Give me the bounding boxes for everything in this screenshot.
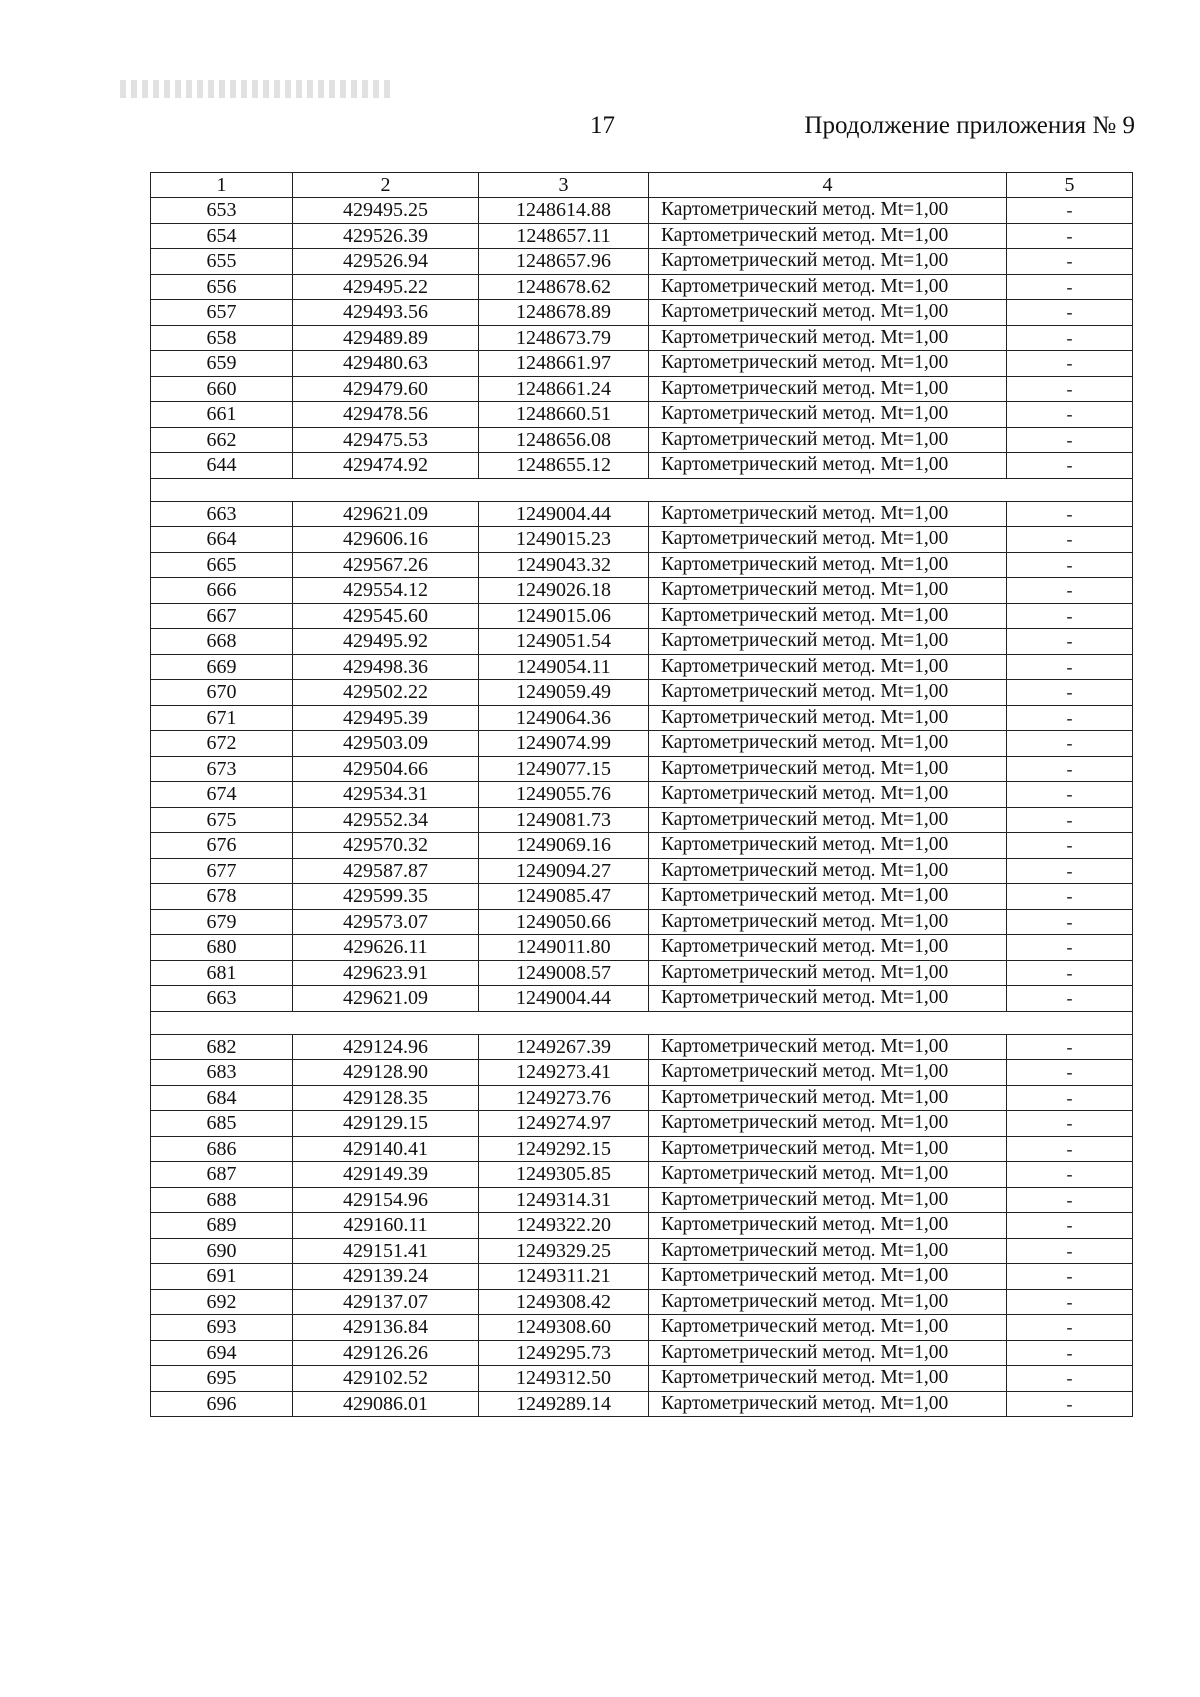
x-coordinate-cell: 429503.09: [293, 731, 479, 757]
point-number-cell: 671: [151, 705, 293, 731]
method-cell: Картометрический метод. Mt=1,00: [649, 731, 1007, 757]
table-row: [151, 680, 1133, 706]
method-cell: Картометрический метод. Mt=1,00: [649, 1111, 1007, 1137]
note-cell: -: [1007, 1162, 1133, 1188]
x-coordinate-cell: 429151.41: [293, 1238, 479, 1264]
method-cell: Картометрический метод. Mt=1,00: [649, 402, 1007, 428]
point-number-cell: 683: [151, 1060, 293, 1086]
x-coordinate-cell: 429474.92: [293, 453, 479, 479]
column-header: 1: [151, 173, 293, 198]
table-row: [151, 427, 1133, 453]
x-coordinate-cell: 429475.53: [293, 427, 479, 453]
table-row: [151, 807, 1133, 833]
method-cell: Картометрический метод. Mt=1,00: [649, 1034, 1007, 1060]
note-cell: -: [1007, 782, 1133, 808]
x-coordinate-cell: 429599.35: [293, 884, 479, 910]
note-cell: -: [1007, 1187, 1133, 1213]
table-row: [151, 1366, 1133, 1392]
table-row: [151, 351, 1133, 377]
separator-cell: [151, 478, 1133, 501]
column-header: 3: [479, 173, 649, 198]
y-coordinate-cell: 1249004.44: [479, 501, 649, 527]
x-coordinate-cell: 429545.60: [293, 603, 479, 629]
x-coordinate-cell: 429554.12: [293, 578, 479, 604]
y-coordinate-cell: 1249069.16: [479, 833, 649, 859]
y-coordinate-cell: 1249273.41: [479, 1060, 649, 1086]
point-number-cell: 676: [151, 833, 293, 859]
note-cell: -: [1007, 756, 1133, 782]
x-coordinate-cell: 429534.31: [293, 782, 479, 808]
x-coordinate-cell: 429573.07: [293, 909, 479, 935]
y-coordinate-cell: 1249074.99: [479, 731, 649, 757]
page-number: 17: [590, 112, 615, 139]
note-cell: -: [1007, 935, 1133, 961]
y-coordinate-cell: 1249043.32: [479, 552, 649, 578]
y-coordinate-cell: 1248614.88: [479, 198, 649, 224]
x-coordinate-cell: 429621.09: [293, 986, 479, 1012]
note-cell: -: [1007, 654, 1133, 680]
point-number-cell: 667: [151, 603, 293, 629]
method-cell: Картометрический метод. Mt=1,00: [649, 654, 1007, 680]
table-row: [151, 654, 1133, 680]
y-coordinate-cell: 1249026.18: [479, 578, 649, 604]
method-cell: Картометрический метод. Mt=1,00: [649, 858, 1007, 884]
note-cell: -: [1007, 223, 1133, 249]
scan-noise-mark: [120, 80, 390, 98]
y-coordinate-cell: 1249004.44: [479, 986, 649, 1012]
note-cell: -: [1007, 1315, 1133, 1341]
method-cell: Картометрический метод. Mt=1,00: [649, 1340, 1007, 1366]
y-coordinate-cell: 1249267.39: [479, 1034, 649, 1060]
point-number-cell: 665: [151, 552, 293, 578]
point-number-cell: 654: [151, 223, 293, 249]
table-row: [151, 1060, 1133, 1086]
note-cell: -: [1007, 1238, 1133, 1264]
separator-cell: [151, 1011, 1133, 1034]
x-coordinate-cell: 429478.56: [293, 402, 479, 428]
table-row: [151, 501, 1133, 527]
table-row: [151, 909, 1133, 935]
table-row: [151, 325, 1133, 351]
point-number-cell: 684: [151, 1085, 293, 1111]
note-cell: -: [1007, 1340, 1133, 1366]
y-coordinate-cell: 1248661.97: [479, 351, 649, 377]
x-coordinate-cell: 429154.96: [293, 1187, 479, 1213]
method-cell: Картометрический метод. Mt=1,00: [649, 705, 1007, 731]
y-coordinate-cell: 1249094.27: [479, 858, 649, 884]
point-number-cell: 685: [151, 1111, 293, 1137]
x-coordinate-cell: 429552.34: [293, 807, 479, 833]
coordinates-table: [150, 172, 1133, 1417]
point-number-cell: 695: [151, 1366, 293, 1392]
x-coordinate-cell: 429498.36: [293, 654, 479, 680]
point-number-cell: 664: [151, 527, 293, 553]
x-coordinate-cell: 429621.09: [293, 501, 479, 527]
point-number-cell: 655: [151, 249, 293, 275]
y-coordinate-cell: 1249011.80: [479, 935, 649, 961]
point-number-cell: 679: [151, 909, 293, 935]
y-coordinate-cell: 1249308.60: [479, 1315, 649, 1341]
table-row: [151, 705, 1133, 731]
table-row: [151, 782, 1133, 808]
point-number-cell: 692: [151, 1289, 293, 1315]
method-cell: Картометрический метод. Mt=1,00: [649, 1162, 1007, 1188]
table-row: [151, 376, 1133, 402]
table-row: [151, 274, 1133, 300]
point-number-cell: 675: [151, 807, 293, 833]
x-coordinate-cell: 429489.89: [293, 325, 479, 351]
note-cell: -: [1007, 1366, 1133, 1392]
method-cell: Картометрический метод. Mt=1,00: [649, 1085, 1007, 1111]
x-coordinate-cell: 429479.60: [293, 376, 479, 402]
note-cell: -: [1007, 1060, 1133, 1086]
table-row: [151, 453, 1133, 479]
table-row: [151, 756, 1133, 782]
block-separator-row: [151, 1011, 1133, 1034]
x-coordinate-cell: 429126.26: [293, 1340, 479, 1366]
x-coordinate-cell: 429493.56: [293, 300, 479, 326]
table-row: [151, 1315, 1133, 1341]
note-cell: -: [1007, 986, 1133, 1012]
table-row: [151, 223, 1133, 249]
table-row: [151, 1264, 1133, 1290]
point-number-cell: 690: [151, 1238, 293, 1264]
y-coordinate-cell: 1248657.11: [479, 223, 649, 249]
method-cell: Картометрический метод. Mt=1,00: [649, 1060, 1007, 1086]
y-coordinate-cell: 1248657.96: [479, 249, 649, 275]
method-cell: Картометрический метод. Mt=1,00: [649, 351, 1007, 377]
point-number-cell: 673: [151, 756, 293, 782]
y-coordinate-cell: 1249311.21: [479, 1264, 649, 1290]
method-cell: Картометрический метод. Mt=1,00: [649, 909, 1007, 935]
table-row: [151, 960, 1133, 986]
note-cell: -: [1007, 376, 1133, 402]
note-cell: -: [1007, 909, 1133, 935]
note-cell: -: [1007, 1111, 1133, 1137]
table-row: [151, 833, 1133, 859]
note-cell: -: [1007, 1391, 1133, 1417]
method-cell: Картометрический метод. Mt=1,00: [649, 249, 1007, 275]
y-coordinate-cell: 1249077.15: [479, 756, 649, 782]
block-separator-row: [151, 478, 1133, 501]
x-coordinate-cell: 429128.90: [293, 1060, 479, 1086]
note-cell: -: [1007, 453, 1133, 479]
y-coordinate-cell: 1248656.08: [479, 427, 649, 453]
y-coordinate-cell: 1249289.14: [479, 1391, 649, 1417]
y-coordinate-cell: 1249008.57: [479, 960, 649, 986]
table-row: [151, 300, 1133, 326]
point-number-cell: 659: [151, 351, 293, 377]
table-row: [151, 1289, 1133, 1315]
method-cell: Картометрический метод. Mt=1,00: [649, 960, 1007, 986]
point-number-cell: 686: [151, 1136, 293, 1162]
method-cell: Картометрический метод. Mt=1,00: [649, 501, 1007, 527]
table-row: [151, 249, 1133, 275]
x-coordinate-cell: 429140.41: [293, 1136, 479, 1162]
note-cell: -: [1007, 629, 1133, 655]
note-cell: -: [1007, 680, 1133, 706]
point-number-cell: 680: [151, 935, 293, 961]
note-cell: -: [1007, 578, 1133, 604]
note-cell: -: [1007, 603, 1133, 629]
column-header: 5: [1007, 173, 1133, 198]
method-cell: Картометрический метод. Mt=1,00: [649, 782, 1007, 808]
note-cell: -: [1007, 858, 1133, 884]
note-cell: -: [1007, 249, 1133, 275]
y-coordinate-cell: 1249314.31: [479, 1187, 649, 1213]
method-cell: Картометрический метод. Mt=1,00: [649, 629, 1007, 655]
table-row: [151, 1111, 1133, 1137]
x-coordinate-cell: 429502.22: [293, 680, 479, 706]
point-number-cell: 693: [151, 1315, 293, 1341]
y-coordinate-cell: 1249308.42: [479, 1289, 649, 1315]
point-number-cell: 689: [151, 1213, 293, 1239]
x-coordinate-cell: 429086.01: [293, 1391, 479, 1417]
x-coordinate-cell: 429495.22: [293, 274, 479, 300]
y-coordinate-cell: 1249273.76: [479, 1085, 649, 1111]
point-number-cell: 663: [151, 501, 293, 527]
y-coordinate-cell: 1249015.23: [479, 527, 649, 553]
y-coordinate-cell: 1249274.97: [479, 1111, 649, 1137]
note-cell: -: [1007, 884, 1133, 910]
y-coordinate-cell: 1249051.54: [479, 629, 649, 655]
method-cell: Картометрический метод. Mt=1,00: [649, 935, 1007, 961]
method-cell: Картометрический метод. Mt=1,00: [649, 453, 1007, 479]
note-cell: -: [1007, 501, 1133, 527]
table-row: [151, 1213, 1133, 1239]
method-cell: Картометрический метод. Mt=1,00: [649, 1391, 1007, 1417]
method-cell: Картометрический метод. Mt=1,00: [649, 1264, 1007, 1290]
note-cell: -: [1007, 351, 1133, 377]
method-cell: Картометрический метод. Mt=1,00: [649, 578, 1007, 604]
x-coordinate-cell: 429526.94: [293, 249, 479, 275]
note-cell: -: [1007, 300, 1133, 326]
x-coordinate-cell: 429102.52: [293, 1366, 479, 1392]
method-cell: Картометрический метод. Mt=1,00: [649, 603, 1007, 629]
column-header: 4: [649, 173, 1007, 198]
table-row: [151, 198, 1133, 224]
table-row: [151, 552, 1133, 578]
table-row: [151, 858, 1133, 884]
y-coordinate-cell: 1249050.66: [479, 909, 649, 935]
point-number-cell: 668: [151, 629, 293, 655]
note-cell: -: [1007, 833, 1133, 859]
table-row: [151, 986, 1133, 1012]
table-row: [151, 1034, 1133, 1060]
method-cell: Картометрический метод. Mt=1,00: [649, 527, 1007, 553]
y-coordinate-cell: 1249054.11: [479, 654, 649, 680]
y-coordinate-cell: 1248655.12: [479, 453, 649, 479]
note-cell: -: [1007, 527, 1133, 553]
x-coordinate-cell: 429626.11: [293, 935, 479, 961]
y-coordinate-cell: 1249295.73: [479, 1340, 649, 1366]
x-coordinate-cell: 429137.07: [293, 1289, 479, 1315]
point-number-cell: 691: [151, 1264, 293, 1290]
x-coordinate-cell: 429124.96: [293, 1034, 479, 1060]
table-row: [151, 1391, 1133, 1417]
note-cell: -: [1007, 325, 1133, 351]
table-row: [151, 1238, 1133, 1264]
point-number-cell: 678: [151, 884, 293, 910]
point-number-cell: 677: [151, 858, 293, 884]
point-number-cell: 661: [151, 402, 293, 428]
y-coordinate-cell: 1248678.62: [479, 274, 649, 300]
point-number-cell: 663: [151, 986, 293, 1012]
x-coordinate-cell: 429526.39: [293, 223, 479, 249]
table-row: [151, 1340, 1133, 1366]
y-coordinate-cell: 1249305.85: [479, 1162, 649, 1188]
method-cell: Картометрический метод. Mt=1,00: [649, 756, 1007, 782]
point-number-cell: 681: [151, 960, 293, 986]
y-coordinate-cell: 1249059.49: [479, 680, 649, 706]
point-number-cell: 666: [151, 578, 293, 604]
x-coordinate-cell: 429129.15: [293, 1111, 479, 1137]
point-number-cell: 688: [151, 1187, 293, 1213]
method-cell: Картометрический метод. Mt=1,00: [649, 1213, 1007, 1239]
x-coordinate-cell: 429567.26: [293, 552, 479, 578]
x-coordinate-cell: 429606.16: [293, 527, 479, 553]
point-number-cell: 656: [151, 274, 293, 300]
y-coordinate-cell: 1249322.20: [479, 1213, 649, 1239]
table-row: [151, 1085, 1133, 1111]
point-number-cell: 662: [151, 427, 293, 453]
x-coordinate-cell: 429136.84: [293, 1315, 479, 1341]
table-body: [151, 198, 1133, 1417]
x-coordinate-cell: 429139.24: [293, 1264, 479, 1290]
table-row: [151, 935, 1133, 961]
x-coordinate-cell: 429128.35: [293, 1085, 479, 1111]
note-cell: -: [1007, 705, 1133, 731]
y-coordinate-cell: 1249312.50: [479, 1366, 649, 1392]
point-number-cell: 696: [151, 1391, 293, 1417]
x-coordinate-cell: 429587.87: [293, 858, 479, 884]
note-cell: -: [1007, 1289, 1133, 1315]
note-cell: -: [1007, 274, 1133, 300]
method-cell: Картометрический метод. Mt=1,00: [649, 274, 1007, 300]
x-coordinate-cell: 429149.39: [293, 1162, 479, 1188]
method-cell: Картометрический метод. Mt=1,00: [649, 1136, 1007, 1162]
method-cell: Картометрический метод. Mt=1,00: [649, 986, 1007, 1012]
x-coordinate-cell: 429495.92: [293, 629, 479, 655]
point-number-cell: 657: [151, 300, 293, 326]
x-coordinate-cell: 429495.39: [293, 705, 479, 731]
y-coordinate-cell: 1248660.51: [479, 402, 649, 428]
column-header: 2: [293, 173, 479, 198]
y-coordinate-cell: 1249085.47: [479, 884, 649, 910]
table-row: [151, 1187, 1133, 1213]
method-cell: Картометрический метод. Mt=1,00: [649, 680, 1007, 706]
note-cell: -: [1007, 1136, 1133, 1162]
y-coordinate-cell: 1249055.76: [479, 782, 649, 808]
y-coordinate-cell: 1248661.24: [479, 376, 649, 402]
point-number-cell: 658: [151, 325, 293, 351]
method-cell: Картометрический метод. Mt=1,00: [649, 1238, 1007, 1264]
table-row: [151, 1136, 1133, 1162]
point-number-cell: 694: [151, 1340, 293, 1366]
y-coordinate-cell: 1249015.06: [479, 603, 649, 629]
x-coordinate-cell: 429623.91: [293, 960, 479, 986]
note-cell: -: [1007, 552, 1133, 578]
table-row: [151, 731, 1133, 757]
table-header-row: [151, 173, 1133, 198]
page-title: Продолжение приложения № 9: [804, 112, 1135, 139]
note-cell: -: [1007, 198, 1133, 224]
method-cell: Картометрический метод. Mt=1,00: [649, 1289, 1007, 1315]
method-cell: Картометрический метод. Mt=1,00: [649, 376, 1007, 402]
table-row: [151, 1162, 1133, 1188]
method-cell: Картометрический метод. Mt=1,00: [649, 300, 1007, 326]
note-cell: -: [1007, 807, 1133, 833]
y-coordinate-cell: 1249064.36: [479, 705, 649, 731]
y-coordinate-cell: 1249329.25: [479, 1238, 649, 1264]
method-cell: Картометрический метод. Mt=1,00: [649, 807, 1007, 833]
x-coordinate-cell: 429160.11: [293, 1213, 479, 1239]
point-number-cell: 660: [151, 376, 293, 402]
note-cell: -: [1007, 402, 1133, 428]
method-cell: Картометрический метод. Mt=1,00: [649, 833, 1007, 859]
point-number-cell: 644: [151, 453, 293, 479]
point-number-cell: 682: [151, 1034, 293, 1060]
x-coordinate-cell: 429504.66: [293, 756, 479, 782]
x-coordinate-cell: 429495.25: [293, 198, 479, 224]
method-cell: Картометрический метод. Mt=1,00: [649, 884, 1007, 910]
y-coordinate-cell: 1249292.15: [479, 1136, 649, 1162]
y-coordinate-cell: 1248673.79: [479, 325, 649, 351]
method-cell: Картометрический метод. Mt=1,00: [649, 427, 1007, 453]
point-number-cell: 653: [151, 198, 293, 224]
table-row: [151, 603, 1133, 629]
note-cell: -: [1007, 1213, 1133, 1239]
y-coordinate-cell: 1249081.73: [479, 807, 649, 833]
method-cell: Картометрический метод. Mt=1,00: [649, 552, 1007, 578]
point-number-cell: 674: [151, 782, 293, 808]
point-number-cell: 672: [151, 731, 293, 757]
note-cell: -: [1007, 1264, 1133, 1290]
note-cell: -: [1007, 960, 1133, 986]
table-row: [151, 402, 1133, 428]
method-cell: Картометрический метод. Mt=1,00: [649, 1315, 1007, 1341]
table-row: [151, 884, 1133, 910]
point-number-cell: 669: [151, 654, 293, 680]
method-cell: Картометрический метод. Mt=1,00: [649, 1187, 1007, 1213]
y-coordinate-cell: 1248678.89: [479, 300, 649, 326]
method-cell: Картометрический метод. Mt=1,00: [649, 1366, 1007, 1392]
table-row: [151, 578, 1133, 604]
method-cell: Картометрический метод. Mt=1,00: [649, 223, 1007, 249]
method-cell: Картометрический метод. Mt=1,00: [649, 325, 1007, 351]
table-row: [151, 629, 1133, 655]
note-cell: -: [1007, 1085, 1133, 1111]
note-cell: -: [1007, 1034, 1133, 1060]
table-row: [151, 527, 1133, 553]
note-cell: -: [1007, 731, 1133, 757]
method-cell: Картометрический метод. Mt=1,00: [649, 198, 1007, 224]
x-coordinate-cell: 429570.32: [293, 833, 479, 859]
point-number-cell: 670: [151, 680, 293, 706]
x-coordinate-cell: 429480.63: [293, 351, 479, 377]
point-number-cell: 687: [151, 1162, 293, 1188]
note-cell: -: [1007, 427, 1133, 453]
